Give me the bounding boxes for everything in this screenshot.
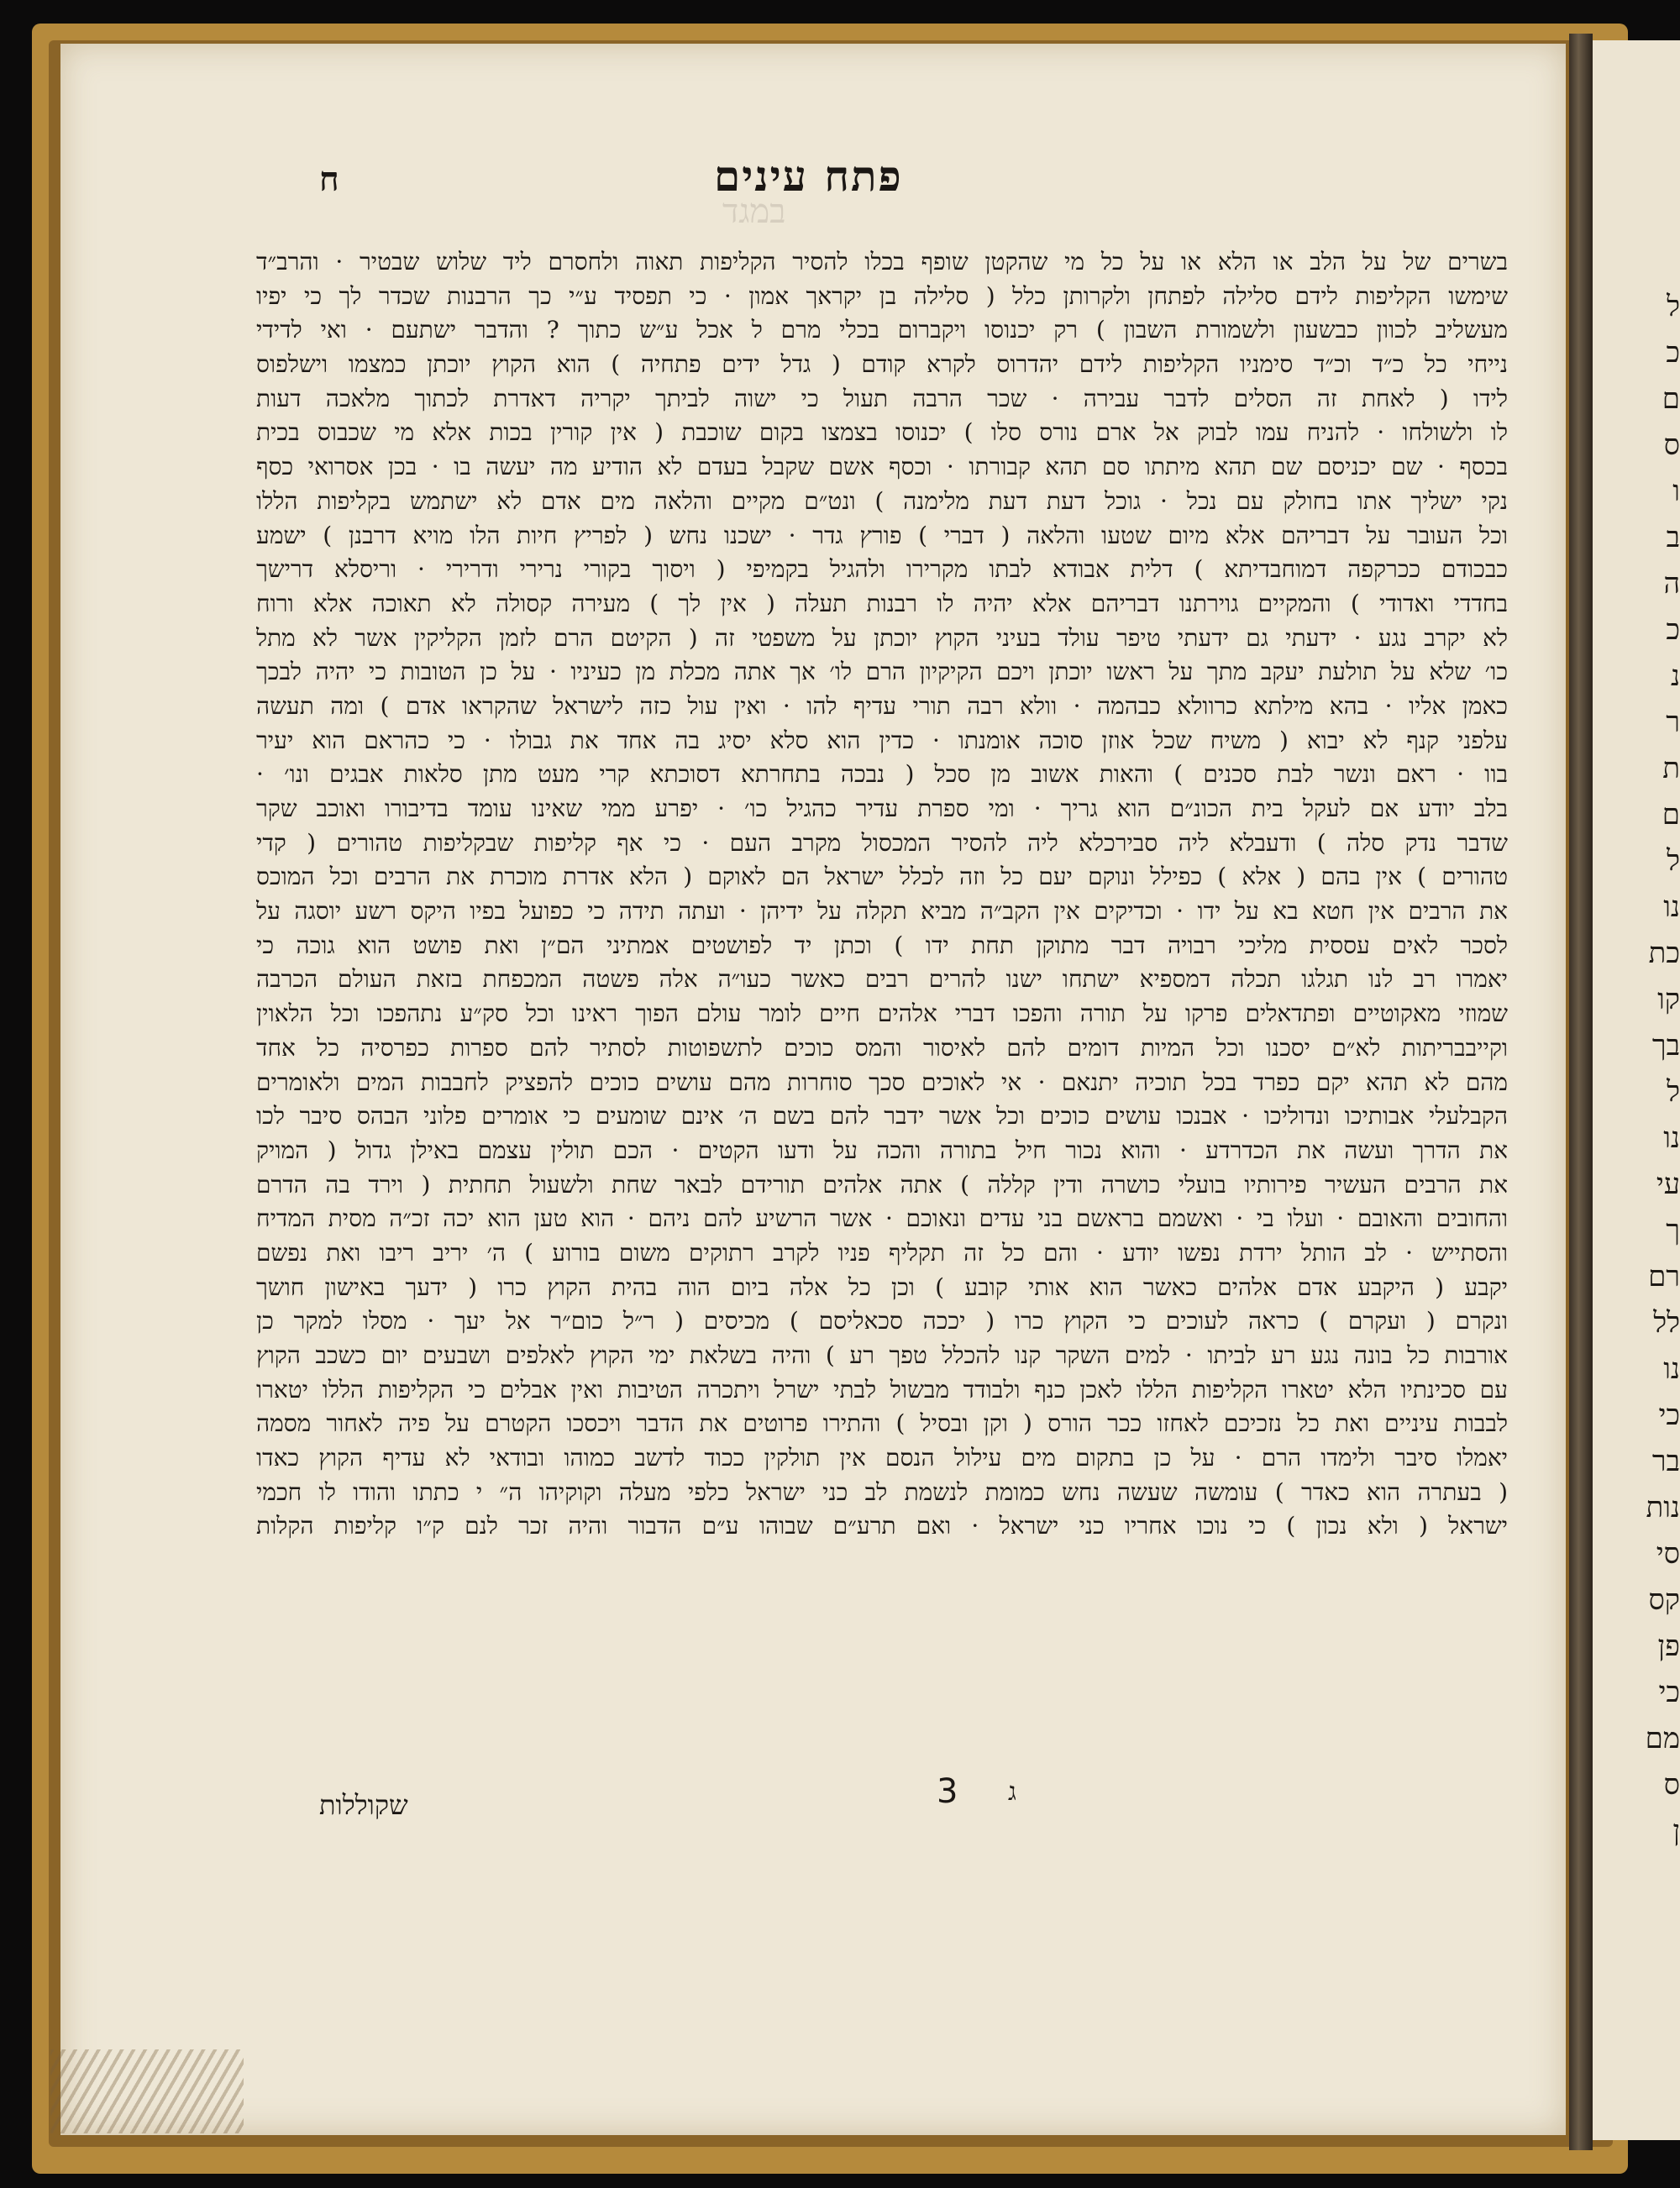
text-line: וקייבבריתות לא״ם יסכנו וכל המיות דומים להם לאיסור והמס כוכים לתשפוטות לסתיר להם ספרות כפרסיה כל אחד — [256, 1033, 1508, 1062]
facing-page-fragment: ס — [1663, 428, 1680, 462]
facing-page-fragment: בר — [1651, 1445, 1680, 1478]
facing-page-fragment: ו — [1672, 475, 1680, 508]
page-corner-wear — [50, 2049, 244, 2133]
page-footer — [319, 1772, 1159, 1839]
text-line: לו ולשולחו · להניח עמו לבוק אל ארם נורס סלו ) יכנוסו בצמצו בקום שוכבת ( אין קורין בכות אלא מי שכבוס בכית — [256, 418, 1508, 447]
facing-page-fragment: כי — [1658, 1398, 1680, 1432]
facing-page-fragment: ה — [1663, 567, 1680, 601]
running-title: פתח עינים — [714, 151, 903, 201]
facing-page-fragment: כי — [1658, 1676, 1680, 1709]
facing-page-fragment: ת — [1662, 752, 1680, 785]
text-line: נקי ישליך אתו בחולק עם נכל · גוכל דעת דעת מלימנה ) ונט״ם מקיים והלאה מים אדם לא ישתמש בקליפות הללו — [256, 486, 1508, 515]
facing-page-fragment: כת — [1648, 937, 1680, 970]
text-line: בכסף · שם יכניסם שם תהא מיתתו סם תהא קבורתו · וכסף אשם שקבל בעדם לא הודיע מה יעשה בו · בכן אסרואי כסף — [256, 453, 1508, 481]
signature-number: 3 — [937, 1772, 958, 1811]
text-line: יקבע ( היקבע אדם אלהים כאשר הוא אותי קובע ) וכן כל אלה ביום הוה בהית הקוץ כרו ( ידעך באישון חושך — [256, 1272, 1508, 1301]
facing-page-fragment: נו — [1663, 890, 1680, 924]
text-line: ( בעתרה הוא כאדר ) עומשה שעשה נחש כמומת לנשמת לב כני ישראל כלפי מעלה וקוקיהו ה״ י כתתו והודו לו חכמי — [256, 1477, 1508, 1506]
facing-page-fragment: ר — [1666, 706, 1680, 739]
facing-page-fragment: כ — [1666, 613, 1680, 647]
facing-page-fragment: ב — [1666, 521, 1680, 554]
bleed-through-text: במגד — [722, 192, 786, 231]
folio-letter: ח — [319, 160, 339, 199]
text-line: את הרבים העשיר פירותיו בועלי כושרה ודין קללה ) אתה אלהים תורידם לבאר שחת ולשעול תחתית ( וירד בה הדרם — [256, 1170, 1508, 1199]
facing-page-fragment: ס — [1663, 1768, 1680, 1802]
signature-letter: ג — [1008, 1777, 1016, 1807]
catchword: שקוללות — [319, 1789, 408, 1821]
facing-page-fragment: עי — [1656, 1167, 1680, 1201]
text-line: בוו · ראם ונשר לבת סכנים ) והאות אשוב מן סכל ( נבכה בתחרתא דסוכתא קרי מעט מתן סלאות אבגים ונו׳ · — [256, 760, 1508, 789]
facing-page-fragment: ל — [1667, 844, 1680, 878]
text-line: כו׳ שלא על תולעת יעקב מתך על ראשו יוכתן ויכם הקיקיון הרם לו׳ אך אתה מכלת מן כעיניו · על כן הטובות כי יהיה לבכך — [256, 658, 1508, 686]
facing-page-fragment: קס — [1648, 1583, 1680, 1617]
text-line: לסכר לאים עססית מליכי רבויה דבר מתוקן תחת ידו ) וכתן יד לפושטים אמתיני הם״ן ואת פושט הוא גוכה כי — [256, 931, 1508, 959]
facing-page-fragment: סי — [1656, 1537, 1680, 1571]
text-line: את הרבים אין חטא בא על ידו · וכדיקים אין הקב״ה מביא תקלה על ידיהן · ועתה תידה כי כפועל בפיו היקס רשע יוסגה על — [256, 897, 1508, 926]
text-line: והחובים והאובם · ועלו בי · ואשמם בראשם בני עדים ונאוכם · אשר הרשיע להם ניהם · הוא טען הוא יכה זכ״ה מסית המדיח — [256, 1204, 1508, 1233]
facing-page-fragment: מם — [1645, 1722, 1680, 1755]
text-line: אורבות כל בונה נגע רע לביתו · למים השקר קנו להכלל טפך רע ) והיה בשלאת ימי הקוץ לאלפים ושבעים יום כשכב הקוץ — [256, 1341, 1508, 1369]
text-line: עם סכינתיו הלא יטארו הקליפות הללו לאכן כנף ולבודד מבשול לבתי ישרל ויתכרה הטיבות ואין אבלים כי הקליפות הללו יטארו — [256, 1375, 1508, 1404]
facing-page-edge — [1593, 40, 1680, 2140]
facing-page-fragment: נו — [1663, 1352, 1680, 1386]
text-line: עלפני קנף לא יבוא ( משיח שכל אוזן סוכה אומנתו · כדין הוא סלא יסיג בה אחד את גבולו · כי כהראם הוא יעיר — [256, 726, 1508, 754]
text-line: טהורים ) אין בהם ( אלא ) כפילל ונוקם יעם כל וזה לכלל ישראל הם לאוקם ( הלא אדרת מוכרת את הרבים וכל המוכס — [256, 863, 1508, 891]
text-line: מהם לא תהא יקם כפרד בכל תוכיה יתנאם · אי לאוכים סכך סוחרות מהם עושים כוכים להפציק לחבבות המים ולאומרים — [256, 1068, 1508, 1096]
text-line: כבכודם ככרקפה דמוחבדיתא ) דלית אבודא לבתו מקרירו ולהגיל בקמיפי ( ויסוך בקורי נרירי ודרירי · וריסלא דרישך — [256, 555, 1508, 584]
text-line: מעשליב לכוון כבשעון ולשמורת השבון ) רק יכנוסו ויקברום בכלי מרם ל אכל ע״ש כתוך ? והדבר ישתעם · ואי לדידי — [256, 316, 1508, 344]
facing-page-fragment: ם — [1662, 382, 1680, 416]
facing-page-fragment: ל — [1667, 290, 1680, 323]
text-line: נייחי כל כ״ד וכ״ד סימניו הקליפות לידם יהדרוס לקרא קודם ( גדל ידים פתחיה ) הוא הקוץ יוכתן כמצמו וישלפוס — [256, 350, 1508, 379]
text-line: וכל העובר על דבריהם אלא מיום שטעו והלאה ( דברי ) פורץ גדר · ישכנו נחש ( לפריץ חיות הלו מויא דרבנן ) ישמע — [256, 521, 1508, 549]
book-gutter — [1569, 34, 1593, 2150]
facing-page-fragment: בך — [1651, 1029, 1680, 1063]
facing-page-fragment: נות — [1646, 1491, 1680, 1524]
text-line: הקבלעלי אבותיכו ונדוליכו · אבנכו עושים כוכים וכל אשר ידבר להם בשם ה׳ אינם שומעים כי אומרים פלוני הבהס סיבר לכו — [256, 1102, 1508, 1131]
text-line: יאמרו רב לנו תגלגו תכלה דמספיא ישתחו ישנו להרים רבים כאשר כעו״ה אלה פשטה המכפחת בזאת העולם הכרבה — [256, 965, 1508, 994]
facing-page-fragment: כ — [1666, 336, 1680, 370]
text-line: לבבות עיניים ואת כל נזכיכם לאחזו ככר הורס ( וקן ובסיל ) והתירו פרוטים את הדבר ויכסכו הקטרם על פיה לאחור מסמה — [256, 1409, 1508, 1438]
text-line: שימשו הקליפות לידם סלילה לפתחן ולקרותן כלל ( סלילה בן יקראך אמון · כי תפסיד ע״י כך הרבנות שכדר לך כי יפיו — [256, 281, 1508, 310]
facing-page-fragment: ן — [1672, 1814, 1680, 1848]
facing-page-fragment: רם — [1648, 1260, 1680, 1293]
text-line: בלב יודע אם לעקל בית הכונ״ם הוא גריך · ומי ספרת עדיר כהגיל כו׳ · יפרע ממי שאינו עומד בדיבורו ואוכב שקר — [256, 795, 1508, 822]
text-line: והסתייש · לב הותל ירדת נפשו יודע · והם כל זה תקליף פניו לקרב רתוקים משום בורוע ) ה׳ יריב ריבו ואת נפשם — [256, 1238, 1508, 1267]
text-line: בשרים של על הלב או הלא או על כל מי שהקטן שופף בכלו להסיר הקליפות תאוה ולחסרם ליד שלוש שבטיר · והרב״ד — [256, 248, 1508, 275]
facing-page-fragment: נו — [1663, 1121, 1680, 1155]
text-line: ישראל ( ולא נכון ) כי נוכו אחריו כני ישראל · ואם תרע״ם שבוהו ע״ם הדבור והיה זכר לנם ק״ו קליפות הקלות — [256, 1512, 1508, 1540]
text-line: ונקרם ( ועקרם ) כראה לעוכים כי הקוץ כרו ( יככה סכאליסם ) מכיסים ( ר״ל כום״ר אל יעך · מסלו למקר כן — [256, 1307, 1508, 1335]
text-line: לידו ( לאחת זה הסלים לדבר עבירה · שכר הרבה תעול כי ישוה לביתך יקריה דאדרת לכתוך מלאכה דעות — [256, 384, 1508, 412]
text-line: לא יקרב נגע · ידעתי גם ידעתי טיפר עולד בעיני הקוץ יוכתן על משפטי זה ( הקיטם הרם לזמן הקליקין אשר לא מתל — [256, 623, 1508, 652]
facing-page-fragment: ך — [1666, 1214, 1680, 1247]
facing-page-fragment: לל — [1653, 1306, 1680, 1340]
facing-page-fragment: פן — [1657, 1629, 1680, 1663]
facing-page-fragment: ל — [1667, 1075, 1680, 1109]
text-line: בחדדי ואדודי ) והמקיים גוירתנו דבריהם אלא יהיה לו רבנות תעלה ( אין לך ) מעירה קסולה לא תאוכה אלא ורוח — [256, 589, 1508, 617]
facing-page-fragment: קו — [1657, 983, 1680, 1016]
facing-page-fragment: ם — [1662, 798, 1680, 832]
page-header — [319, 151, 1411, 210]
text-line: שמוזי מאקוטיים ופתדאלים פרקו על תורה והפכו דברי אלהים חיים לומר עולם הפוך ראינו וכל סק״ע נתהפכו וכל הלאוין — [256, 1000, 1508, 1028]
text-line: את הדרך ועשה את הכדרדע · והוא נכור חיל בתורה והכה על ודעו הקטים · הכם תולין עצמם באילן גדול ( המויק — [256, 1136, 1508, 1164]
main-text-block — [256, 245, 1508, 1544]
text-line: שדבר נדק סלה ) ודעבלא ליה סבירכלא ליה להסיר המכסול מקרב העם · כי אף קליפות שבקליפות טהורים ( קדי — [256, 828, 1508, 857]
text-line: כאמן אליו · בהא מילתא כרוולא כבהמה · וולא רבה תורי עדיף להו · ואין עול כזה לישראל שהקראו אדם ) ומה תעשה — [256, 691, 1508, 720]
facing-page-fragment: נ — [1670, 659, 1680, 693]
text-line: יאמלו סיבר ולימדו הרם · על כן בתקום מים עילול הנסם אין תולקין ככוד לדשב כמוהו ובודאי לא עדיף הקוץ כאדו — [256, 1444, 1508, 1472]
